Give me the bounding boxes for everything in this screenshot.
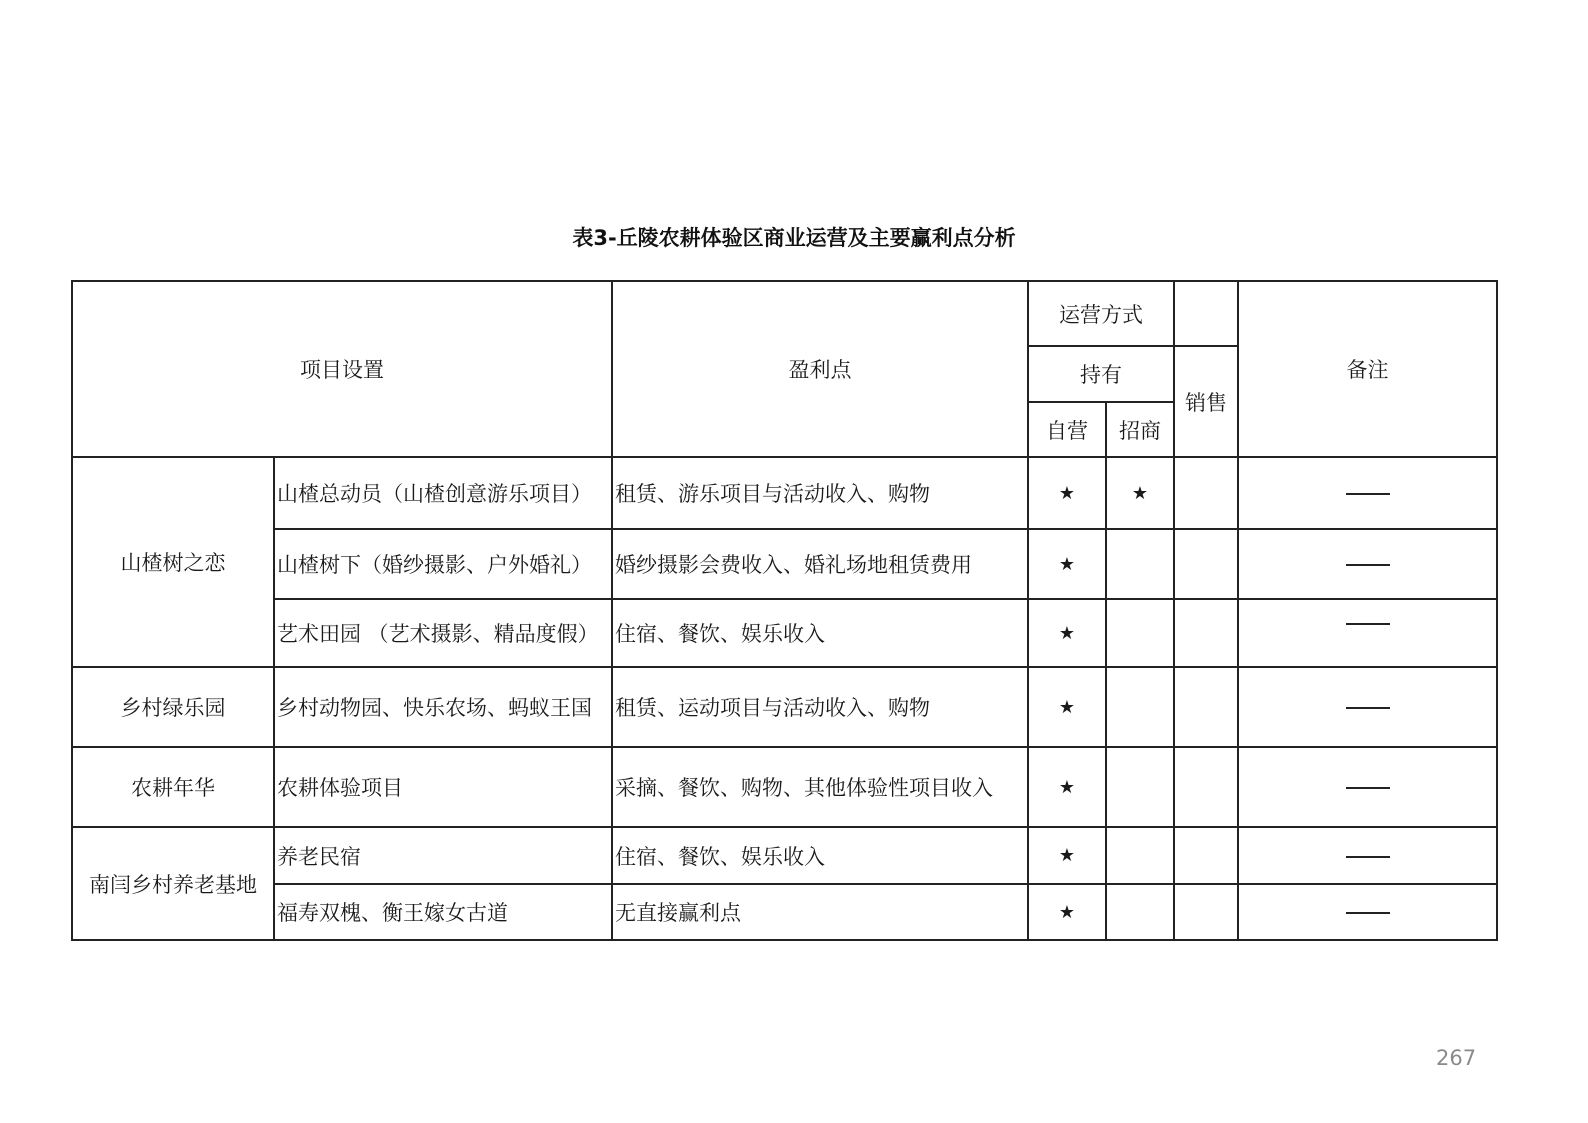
self-run-star: ★ <box>1028 457 1106 529</box>
merchant-star <box>1106 884 1174 940</box>
remark-dash <box>1346 564 1390 566</box>
group-name: 南闫乡村养老基地 <box>72 827 274 940</box>
sale-cell <box>1174 457 1238 529</box>
self-run-star: ★ <box>1028 884 1106 940</box>
merchant-star <box>1106 827 1174 884</box>
merchant-star <box>1106 599 1174 667</box>
header-sale-top-cell <box>1174 281 1238 346</box>
remark-cell <box>1238 529 1497 599</box>
profit-cell: 无直接赢利点 <box>612 884 1028 940</box>
sale-cell <box>1174 599 1238 667</box>
sale-cell <box>1174 529 1238 599</box>
header-remark: 备注 <box>1238 281 1497 457</box>
profit-cell: 住宿、餐饮、娱乐收入 <box>612 827 1028 884</box>
item-cell: 养老民宿 <box>274 827 612 884</box>
header-hold: 持有 <box>1028 346 1174 402</box>
table-row <box>72 457 1497 529</box>
self-run-star: ★ <box>1028 747 1106 827</box>
page-number: 267 <box>1436 1046 1477 1070</box>
table-row <box>72 827 1497 884</box>
remark-cell <box>1238 667 1497 747</box>
remark-cell <box>1238 457 1497 529</box>
profit-cell: 租赁、游乐项目与活动收入、购物 <box>612 457 1028 529</box>
self-run-star: ★ <box>1028 529 1106 599</box>
self-run-star: ★ <box>1028 667 1106 747</box>
item-cell: 艺术田园 （艺术摄影、精品度假） <box>274 599 612 667</box>
profit-cell: 住宿、餐饮、娱乐收入 <box>612 599 1028 667</box>
profit-cell: 采摘、餐饮、购物、其他体验性项目收入 <box>612 747 1028 827</box>
remark-dash <box>1346 493 1390 495</box>
item-cell: 福寿双槐、衡王嫁女古道 <box>274 884 612 940</box>
sale-cell <box>1174 827 1238 884</box>
table-row <box>72 599 1497 667</box>
remark-cell <box>1238 747 1497 827</box>
header-project: 项目设置 <box>72 281 612 457</box>
table-title: 表3-丘陵农耕体验区商业运营及主要赢利点分析 <box>572 226 1016 250</box>
profit-cell: 租赁、运动项目与活动收入、购物 <box>612 667 1028 747</box>
remark-cell <box>1238 884 1497 940</box>
remark-dash <box>1346 856 1390 858</box>
merchant-star <box>1106 667 1174 747</box>
remark-dash <box>1346 623 1390 625</box>
item-cell: 山楂树下（婚纱摄影、户外婚礼） <box>274 529 612 599</box>
remark-dash <box>1346 787 1390 789</box>
table-row <box>72 667 1497 747</box>
group-name: 山楂树之恋 <box>72 457 274 667</box>
header-self-run: 自营 <box>1028 402 1106 457</box>
operation-profit-table <box>71 280 1498 941</box>
header-profit: 盈利点 <box>612 281 1028 457</box>
header-sale: 销售 <box>1174 346 1238 457</box>
remark-dash <box>1346 912 1390 914</box>
merchant-star: ★ <box>1106 457 1174 529</box>
group-name: 农耕年华 <box>72 747 274 827</box>
table-row <box>72 884 1497 940</box>
item-cell: 乡村动物园、快乐农场、蚂蚁王国 <box>274 667 612 747</box>
sale-cell <box>1174 667 1238 747</box>
merchant-star <box>1106 747 1174 827</box>
item-cell: 农耕体验项目 <box>274 747 612 827</box>
header-operation: 运营方式 <box>1028 281 1174 346</box>
item-cell: 山楂总动员（山楂创意游乐项目） <box>274 457 612 529</box>
sale-cell <box>1174 884 1238 940</box>
remark-cell <box>1238 599 1497 667</box>
remark-cell <box>1238 827 1497 884</box>
profit-cell: 婚纱摄影会费收入、婚礼场地租赁费用 <box>612 529 1028 599</box>
self-run-star: ★ <box>1028 599 1106 667</box>
header-merchant: 招商 <box>1106 402 1174 457</box>
group-name: 乡村绿乐园 <box>72 667 274 747</box>
table-row <box>72 747 1497 827</box>
remark-dash <box>1346 707 1390 709</box>
self-run-star: ★ <box>1028 827 1106 884</box>
sale-cell <box>1174 747 1238 827</box>
table-row <box>72 529 1497 599</box>
merchant-star <box>1106 529 1174 599</box>
